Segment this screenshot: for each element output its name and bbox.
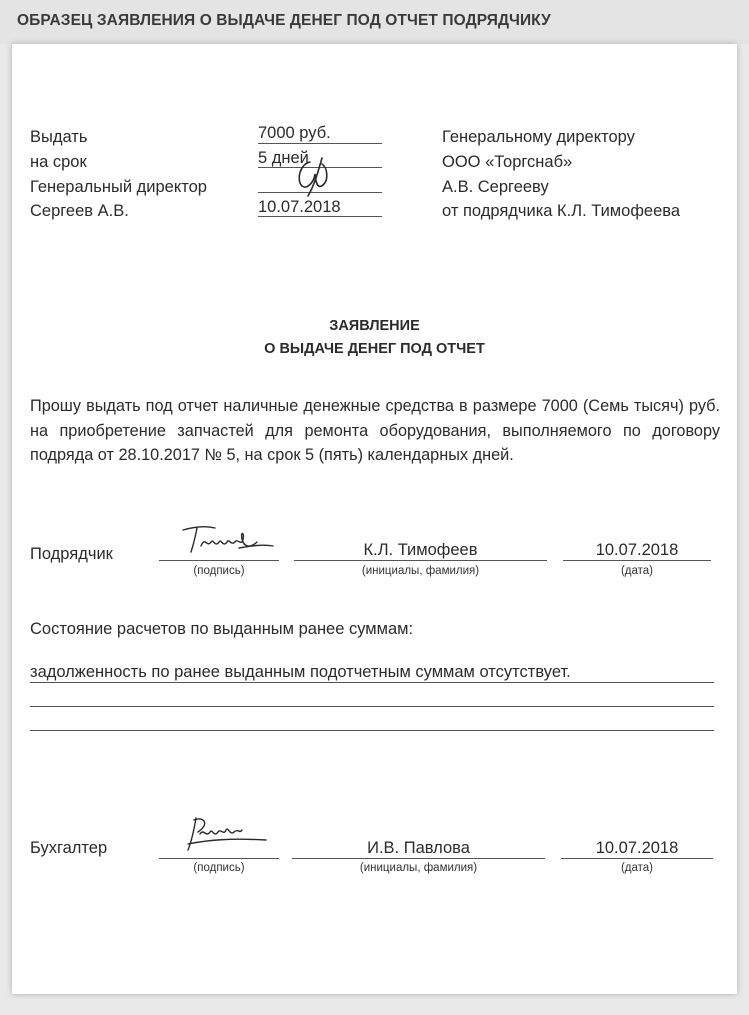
contractor-date-line [563, 560, 711, 561]
contractor-name: К.Л. Тимофеев [363, 541, 478, 559]
accountant-date: 10.07.2018 [595, 839, 679, 857]
accountant-name-caption: (инициалы, фамилия) [359, 862, 478, 874]
contractor-signature-line [159, 560, 279, 561]
settlement-line-3 [30, 730, 714, 731]
date-underline [258, 216, 382, 217]
accountant-date-line [561, 858, 713, 859]
term-value: 5 дней [258, 149, 309, 167]
settlement-line-2 [30, 706, 714, 707]
accountant-label: Бухгалтер [30, 839, 108, 857]
accountant-date-caption: (дата) [620, 862, 654, 874]
accountant-signature-caption: (подпись) [193, 862, 245, 874]
issue-value: 7000 руб. [258, 124, 331, 142]
banner-title: ОБРАЗЕЦ ЗАЯВЛЕНИЯ О ВЫДАЧЕ ДЕНЕГ ПОД ОТЧЕТ ПОДРЯДЧИКУ [17, 12, 551, 29]
resolution-date: 10.07.2018 [258, 198, 341, 216]
settlement-line-1 [30, 682, 714, 683]
addressee-line-3: А.В. Сергееву [442, 178, 549, 196]
term-label: на срок [30, 153, 87, 171]
banner [0, 0, 749, 44]
contractor-label: Подрядчик [30, 545, 113, 563]
contractor-name-caption: (инициалы, фамилия) [361, 565, 480, 577]
accountant-name: И.В. Павлова [367, 839, 470, 857]
request-text: Прошу выдать под отчет наличные денежные средства в размере 7000 (Семь тысяч) руб. на приобретение запчастей для ремонта оборудования, выполняемого по договору подряда от 28.10.2017 № 5, на срок 5 (пять) календарных дней. [30, 397, 720, 464]
issue-underline [258, 143, 382, 144]
accountant-signature-line [159, 858, 279, 859]
issue-label: Выдать [30, 128, 88, 146]
director-name: Сергеев А.В. [30, 202, 129, 220]
addressee-line-1: Генеральному директору [442, 128, 635, 146]
contractor-date: 10.07.2018 [595, 541, 679, 559]
contractor-date-caption: (дата) [620, 565, 654, 577]
director-label: Генеральный директор [30, 178, 207, 196]
addressee-line-2: ООО «Торгснаб» [442, 153, 573, 171]
settlement-value: задолженность по ранее выданным подотчетным суммам отсутствует. [30, 663, 571, 681]
document-sheet [12, 44, 737, 994]
contractor-signature [177, 520, 277, 560]
contractor-name-line [294, 560, 547, 561]
accountant-signature [180, 814, 270, 856]
director-signature [288, 154, 338, 199]
document-title: ЗАЯВЛЕНИЕ [329, 318, 420, 334]
contractor-signature-caption: (подпись) [193, 565, 245, 577]
accountant-name-line [292, 858, 545, 859]
addressee-line-4: от подрядчика К.Л. Тимофеева [442, 202, 681, 220]
settlement-label: Состояние расчетов по выданным ранее суммам: [30, 620, 414, 638]
document-subtitle: О ВЫДАЧЕ ДЕНЕГ ПОД ОТЧЕТ [264, 341, 485, 357]
